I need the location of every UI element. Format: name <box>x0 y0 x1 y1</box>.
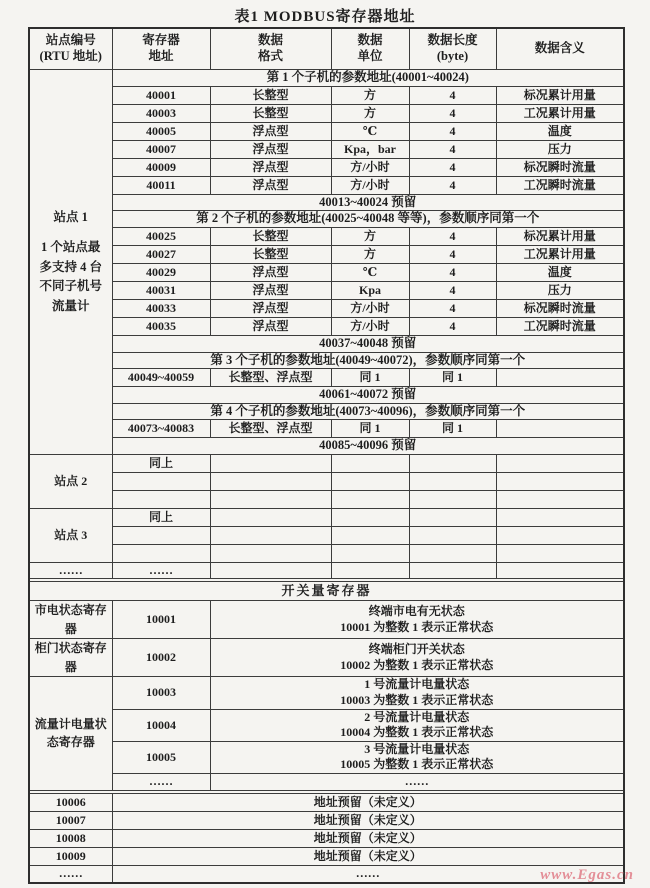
address-cell: 40025 <box>112 227 210 245</box>
station-cell-station2 <box>29 455 112 509</box>
table-row <box>29 865 624 883</box>
status-desc-cell <box>210 741 624 773</box>
length-cell <box>409 527 496 545</box>
address-cell: 40009 <box>112 158 210 176</box>
section-row-cell: 40085~40096 预留 <box>112 438 624 455</box>
meaning-cell <box>496 491 624 509</box>
address-cell: 40073~40083 <box>112 420 210 438</box>
table-row <box>29 527 624 545</box>
format-cell: 浮点型 <box>210 158 331 176</box>
address-cell: …… <box>29 865 112 883</box>
unit-cell: 方 <box>331 245 409 263</box>
address-cell: 同上 <box>112 455 210 473</box>
address-cell <box>112 473 210 491</box>
header-data-unit <box>331 28 409 70</box>
station-label: 站点 2 <box>54 474 88 489</box>
meaning-cell <box>496 545 624 563</box>
meaning-cell: 压力 <box>496 281 624 299</box>
table-row <box>29 211 624 228</box>
format-cell: 浮点型 <box>210 176 331 194</box>
station-cell-station1 <box>29 70 112 455</box>
format-cell <box>210 455 331 473</box>
unit-cell: 方 <box>331 104 409 122</box>
format-cell: 浮点型 <box>210 299 331 317</box>
table-row <box>29 677 624 709</box>
reserved-cell: 地址预留（未定义） <box>112 811 624 829</box>
header-line: 格式 <box>257 49 283 63</box>
table-row <box>29 245 624 263</box>
status-desc-line2: 10002 为整数 1 表示正常状态 <box>340 657 494 672</box>
table-row <box>29 601 624 639</box>
unit-cell <box>331 545 409 563</box>
header-station-id <box>29 28 112 70</box>
unit-cell <box>331 563 409 579</box>
table-row <box>29 194 624 211</box>
header-line: (RTU 地址) <box>39 49 102 63</box>
length-cell: 同 1 <box>409 420 496 438</box>
status-desc-line2: 10001 为整数 1 表示正常状态 <box>340 619 494 634</box>
modbus-register-table <box>28 27 625 884</box>
table-row <box>29 793 624 811</box>
length-cell: 4 <box>409 299 496 317</box>
watermark: www.Egas.cn <box>540 867 634 883</box>
address-cell: 10003 <box>112 677 210 709</box>
reserved-cell: 地址预留（未定义） <box>112 829 624 847</box>
meaning-cell: 工况累计用量 <box>496 245 624 263</box>
header-line: 数据长度 <box>427 33 478 48</box>
unit-cell: Kpa <box>331 281 409 299</box>
format-cell: 长整型 <box>210 104 331 122</box>
unit-cell: 方/小时 <box>331 299 409 317</box>
header-data-length <box>409 28 496 70</box>
header-line: 数据含义 <box>534 41 585 56</box>
table-row <box>29 176 624 194</box>
length-cell: 4 <box>409 176 496 194</box>
address-cell: 10008 <box>29 829 112 847</box>
unit-cell <box>331 473 409 491</box>
header-line: 数据 <box>357 33 383 48</box>
table-row <box>29 158 624 176</box>
header-line: 寄存器 <box>142 33 180 48</box>
station-label: 站点 3 <box>54 528 88 543</box>
meaning-cell: 温度 <box>496 263 624 281</box>
table-row <box>29 473 624 491</box>
station-cell-station3 <box>29 509 112 563</box>
format-cell <box>210 527 331 545</box>
address-cell: 40049~40059 <box>112 369 210 387</box>
status-desc-cell <box>210 773 624 790</box>
reserved-cell: …… <box>112 865 624 883</box>
table-row <box>29 563 624 579</box>
register-name-cell: 流量计电量状态寄存器 <box>29 677 112 790</box>
table-row <box>29 281 624 299</box>
address-cell: 40007 <box>112 140 210 158</box>
header-row <box>29 28 624 70</box>
meaning-cell: 工况瞬时流量 <box>496 317 624 335</box>
section-row-cell: 第 3 个子机的参数地址(40049~40072)，参数顺序同第一个 <box>112 352 624 369</box>
unit-cell: 方/小时 <box>331 158 409 176</box>
table-header <box>29 28 624 70</box>
length-cell: 4 <box>409 227 496 245</box>
table-row <box>29 317 624 335</box>
unit-cell: Kpa，bar <box>331 140 409 158</box>
meaning-cell: 标况瞬时流量 <box>496 299 624 317</box>
table-row <box>29 438 624 455</box>
table-row <box>29 829 624 847</box>
station-cell-dots: …… <box>29 563 112 579</box>
length-cell: 4 <box>409 281 496 299</box>
unit-cell: 方/小时 <box>331 176 409 194</box>
table-title: 表1 MODBUS寄存器地址 <box>234 9 416 25</box>
table-row <box>29 491 624 509</box>
address-cell: 40003 <box>112 104 210 122</box>
address-cell: 40035 <box>112 317 210 335</box>
section-row-cell: 40061~40072 预留 <box>112 387 624 404</box>
status-desc-line2: 10005 为整数 1 表示正常状态 <box>340 757 494 772</box>
format-cell: 长整型 <box>210 227 331 245</box>
address-cell: 10006 <box>29 793 112 811</box>
table-row <box>29 709 624 741</box>
format-cell <box>210 491 331 509</box>
status-desc-line1: 终端市电有无状态 <box>368 604 465 618</box>
status-desc-cell <box>210 709 624 741</box>
meaning-cell <box>496 509 624 527</box>
meaning-cell: 标况累计用量 <box>496 86 624 104</box>
length-cell <box>409 455 496 473</box>
address-cell <box>112 545 210 563</box>
meaning-cell <box>496 527 624 545</box>
length-cell <box>409 545 496 563</box>
unit-cell <box>331 509 409 527</box>
status-desc-cell <box>210 677 624 709</box>
section-row-cell: 40013~40024 预留 <box>112 194 624 211</box>
table-row <box>29 369 624 387</box>
table-row <box>29 509 624 527</box>
header-line: (byte) <box>436 49 469 63</box>
format-cell: 长整型、浮点型 <box>210 369 331 387</box>
table-row <box>29 741 624 773</box>
table-row <box>29 104 624 122</box>
unit-cell: 同 1 <box>331 369 409 387</box>
status-desc-cell <box>210 639 624 677</box>
status-desc-line2: 10003 为整数 1 表示正常状态 <box>340 692 494 707</box>
header-line: 数据 <box>257 33 283 48</box>
register-name-cell: 市电状态寄存器 <box>29 601 112 639</box>
reserved-cell: 地址预留（未定义） <box>112 793 624 811</box>
address-cell: 40005 <box>112 122 210 140</box>
status-desc-line1: 2 号流量计电量状态 <box>364 709 470 724</box>
table-row <box>29 639 624 677</box>
length-cell: 4 <box>409 122 496 140</box>
section-row-cell: 第 2 个子机的参数地址(40025~40048 等等)，参数顺序同第一个 <box>112 211 624 228</box>
length-cell <box>409 473 496 491</box>
register-name-cell: 柜门状态寄存器 <box>29 639 112 677</box>
address-cell: 10002 <box>112 639 210 677</box>
meaning-cell: 压力 <box>496 140 624 158</box>
unit-cell: ℃ <box>331 122 409 140</box>
format-cell: 浮点型 <box>210 140 331 158</box>
format-cell: 浮点型 <box>210 263 331 281</box>
table-row <box>29 335 624 352</box>
length-cell: 4 <box>409 140 496 158</box>
header-line: 站点编号 <box>45 33 96 48</box>
reserved-cell: 地址预留（未定义） <box>112 847 624 865</box>
format-cell: 浮点型 <box>210 317 331 335</box>
switch-section-title: 开关量寄存器 <box>29 582 624 601</box>
table-row <box>29 86 624 104</box>
section-row-cell: 40037~40048 预留 <box>112 335 624 352</box>
format-cell: 长整型 <box>210 245 331 263</box>
table-row <box>29 811 624 829</box>
length-cell: 4 <box>409 245 496 263</box>
meaning-cell <box>496 455 624 473</box>
address-cell: 40027 <box>112 245 210 263</box>
format-cell <box>210 563 331 579</box>
table-row <box>29 403 624 420</box>
meaning-cell: 标况瞬时流量 <box>496 158 624 176</box>
meaning-cell: 温度 <box>496 122 624 140</box>
header-register-address <box>112 28 210 70</box>
table-row <box>29 299 624 317</box>
format-cell: 长整型、浮点型 <box>210 420 331 438</box>
header-data-meaning <box>496 28 624 70</box>
table-row <box>29 773 624 790</box>
address-cell: 10001 <box>112 601 210 639</box>
table-body <box>29 70 624 883</box>
status-desc-cell <box>210 601 624 639</box>
table-row <box>29 847 624 865</box>
format-cell <box>210 509 331 527</box>
unit-cell: ℃ <box>331 263 409 281</box>
address-cell: 10004 <box>112 709 210 741</box>
unit-cell <box>331 527 409 545</box>
table-row <box>29 352 624 369</box>
address-cell <box>112 491 210 509</box>
table-row <box>29 545 624 563</box>
header-line: 地址 <box>148 49 174 63</box>
length-cell <box>409 491 496 509</box>
address-cell: 10007 <box>29 811 112 829</box>
length-cell: 同 1 <box>409 369 496 387</box>
length-cell: 4 <box>409 317 496 335</box>
unit-cell: 方/小时 <box>331 317 409 335</box>
address-cell: 40029 <box>112 263 210 281</box>
station-label: 站点 1 <box>53 210 88 225</box>
address-cell: 10005 <box>112 741 210 773</box>
table-row <box>29 140 624 158</box>
format-cell <box>210 473 331 491</box>
format-cell <box>210 545 331 563</box>
section-row-cell: 第 1 个子机的参数地址(40001~40024) <box>112 70 624 87</box>
address-cell: 40001 <box>112 86 210 104</box>
status-desc-line1: 1 号流量计电量状态 <box>364 677 470 692</box>
address-cell: …… <box>112 773 210 790</box>
address-cell: 40031 <box>112 281 210 299</box>
address-cell: 40011 <box>112 176 210 194</box>
table-row <box>29 387 624 404</box>
table-row <box>29 263 624 281</box>
length-cell <box>409 509 496 527</box>
format-cell: 浮点型 <box>210 122 331 140</box>
address-cell: 40033 <box>112 299 210 317</box>
section-title-row <box>29 582 624 601</box>
length-cell: 4 <box>409 263 496 281</box>
unit-cell: 同 1 <box>331 420 409 438</box>
table-row <box>29 70 624 87</box>
unit-cell: 方 <box>331 86 409 104</box>
address-cell: …… <box>112 563 210 579</box>
length-cell: 4 <box>409 158 496 176</box>
header-data-format <box>210 28 331 70</box>
address-cell: 同上 <box>112 509 210 527</box>
header-line: 单位 <box>357 49 383 63</box>
meaning-cell: 标况累计用量 <box>496 227 624 245</box>
unit-cell <box>331 455 409 473</box>
table-row <box>29 455 624 473</box>
station-note: 1 个站点最多支持 4 台不同子机号流量计 <box>39 240 102 313</box>
status-desc-line1: 终端柜门开关状态 <box>368 642 465 657</box>
meaning-cell: 工况累计用量 <box>496 104 624 122</box>
length-cell <box>409 563 496 579</box>
meaning-cell <box>496 369 624 387</box>
length-cell: 4 <box>409 104 496 122</box>
table-row <box>29 227 624 245</box>
table-row <box>29 420 624 438</box>
status-desc-line1: …… <box>404 773 429 788</box>
meaning-cell <box>496 420 624 438</box>
format-cell: 长整型 <box>210 86 331 104</box>
meaning-cell: 工况瞬时流量 <box>496 176 624 194</box>
section-row-cell: 第 4 个子机的参数地址(40073~40096)，参数顺序同第一个 <box>112 403 624 420</box>
meaning-cell <box>496 563 624 579</box>
length-cell: 4 <box>409 86 496 104</box>
unit-cell <box>331 491 409 509</box>
status-desc-line1: 3 号流量计电量状态 <box>364 741 470 756</box>
format-cell: 浮点型 <box>210 281 331 299</box>
status-desc-line2: 10004 为整数 1 表示正常状态 <box>340 725 494 740</box>
unit-cell: 方 <box>331 227 409 245</box>
address-cell <box>112 527 210 545</box>
address-cell: 10009 <box>29 847 112 865</box>
meaning-cell <box>496 473 624 491</box>
table-row <box>29 122 624 140</box>
